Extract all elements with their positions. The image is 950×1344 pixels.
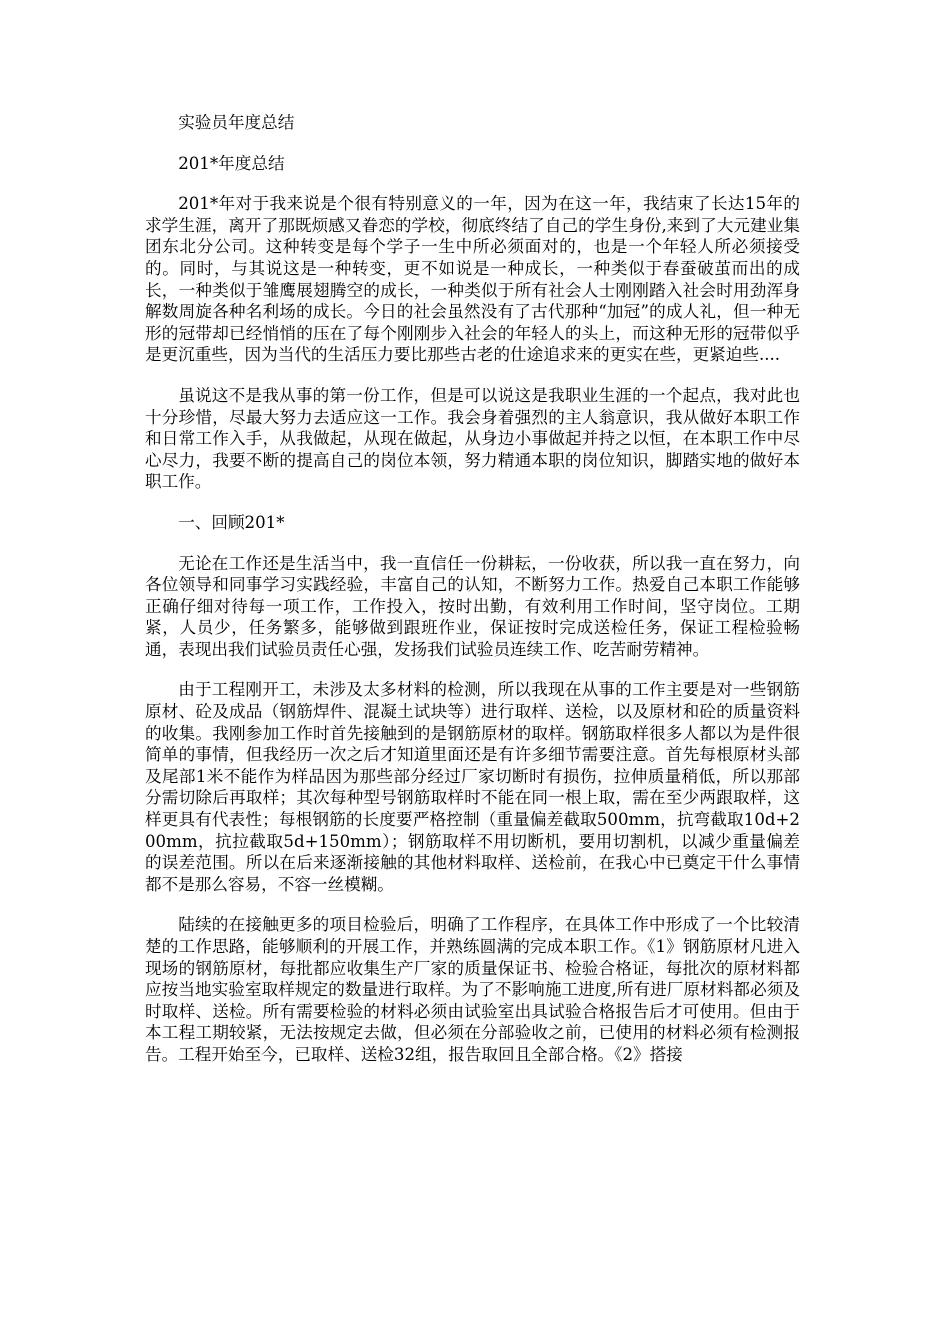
document-title: 实验员年度总结 [178, 113, 295, 132]
paragraph-career-start: 虽说这不是我从事的第一份工作，但是可以说这是我职业生涯的一个起点，我对此也十分珍惜，尽最大努力去适应这一工作。我会身着强烈的主人翁意识，我从做好本职工作和日常工作入手，从我做起，从现在做起，从身边小事做起并持之以恒，在本职工作中尽心尽力，我要不断的提高自己的岗位本领，努力精通本职的岗位知识，脚踏实地的做好本职工作。 [145, 385, 800, 492]
paragraph-intro: 201*年对于我来说是个很有特别意义的一年，因为在这一年，我结束了长达15年的求学生涯，离开了那既烦感又眷恋的学校，彻底终结了自己的学生身份,来到了大元建业集团东北分公司。这种转变是每个学子一生中所必须面对的，也是一个年轻人所必须接受的。同时，与其说这是一种转变，更不如说是一种成长，一种类似于春蚕破茧而出的成长，一种类似于雏鹰展翅腾空的成长，一种类似于所有社会人士刚刚踏入社会时用劲浑身解数周旋各种名利场的成长。今日的社会虽然没有了古代那种“加冠”的成人礼，但一种无形的冠带却已经悄悄的压在了每个刚刚步入社会的年轻人的头上，而这种无形的冠带似乎是更沉重些，因为当代的生活压力要比那些古老的仕途追求来的更实在些，更紧迫些.... [145, 194, 800, 365]
document-subtitle: 201*年度总结 [178, 153, 285, 173]
paragraph-work-attitude: 无论在工作还是生活当中，我一直信任一份耕耘，一份收获，所以我一直在努力，向各位领导和同事学习实践经验，丰富自己的认知，不断努力工作。热爱自己本职工作能够正确仔细对待每一项工作，工作投入，按时出勤，有效利用工作时间，坚守岗位。工期紧，人员少，任务繁多，能够做到跟班作业，保证按时完成送检任务，保证工程检验畅通，表现出我们试验员责任心强，发扬我们试验员连续工作、吃苦耐劳精神。 [145, 553, 800, 659]
paragraph-sampling: 由于工程刚开工，未涉及太多材料的检测，所以我现在从事的工作主要是对一些钢筋原材、砼及成品（钢筋焊件、混凝土试块等）进行取样、送检，以及原材和砼的质量资料的收集。我刚参加工作时首先接触到的是钢筋原材的取样。钢筋取样很多人都以为是件很简单的事情，但我经历一次之后才知道里面还是有许多细节需要注意。首先每根原材头部及尾部1米不能作为样品因为那些部分经过厂家切断时有损伤，拉伸质量稍低，所以那部分需切除后再取样；其次每种型号钢筋取样时不能在同一根上取，需在至少两跟取样，这样更具有代表性；每根钢筋的长度要严格控制（重量偏差截取500mm，抗弯截取10d+200mm，抗拉截取5d+150mm）；钢筋取样不用切断机，要用切割机，以减少重量偏差的误差范围。所以在后来逐渐接触的其他材料取样、送检前，在我心中已奠定干什么事情都不是那么容易，不容一丝模糊。 [145, 680, 800, 894]
paragraph-procedures: 陆续的在接触更多的项目检验后，明确了工作程序，在具体工作中形成了一个比较清楚的工作思路，能够顺利的开展工作，并熟练圆满的完成本职工作。《1》钢筋原材凡进入现场的钢筋原材，每批都应收集生产厂家的质量保证书、检验合格证，每批次的原材料都应按当地实验室取样规定的数量进行取样。为了不影响施工进度,所有进厂原材料都必须及时取样、送检。所有需要检验的材料必须由试验室出具试验合格报告后才可使用。但由于本工程工期较紧，无法按规定去做，但必须在分部验收之前，已使用的材料必须有检测报告。工程开始至今，已取样、送检32组，报告取回且全部合格。《2》搭接 [145, 915, 800, 1064]
section-heading: 一、回顾201* [178, 512, 285, 532]
document-page [145, 112, 800, 1085]
